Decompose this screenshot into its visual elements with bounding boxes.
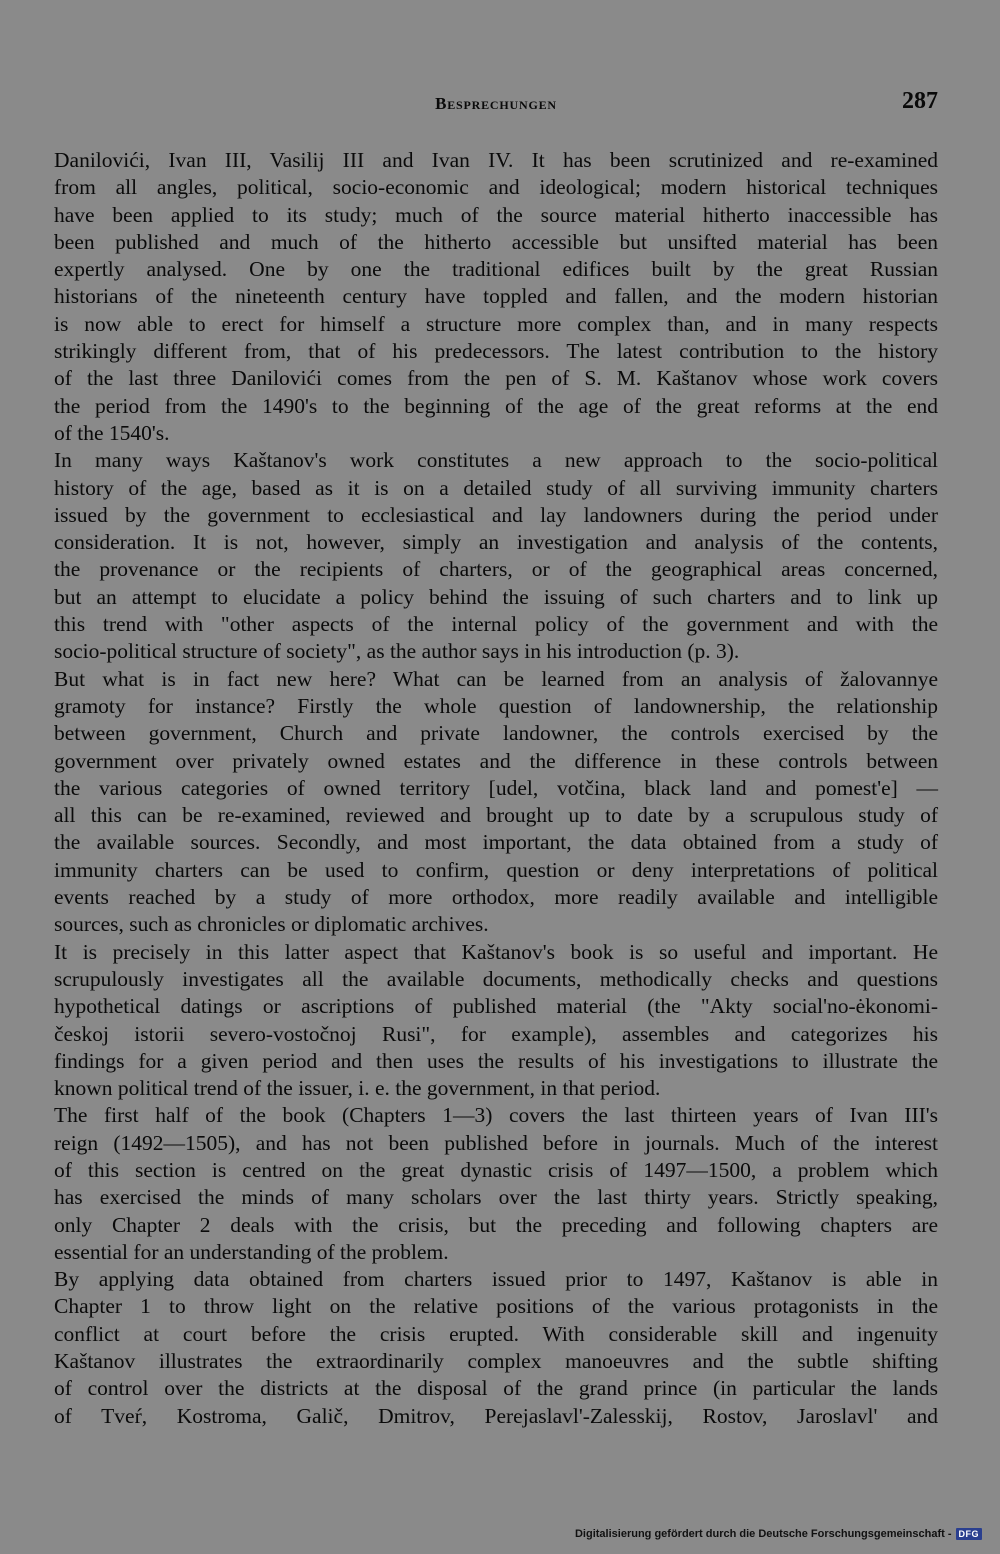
digitization-credit <box>575 1528 982 1540</box>
credit-text: Digitalisierung gefördert durch die Deutsche Forschungsgemeinschaft - <box>574 1528 952 1540</box>
text-line: By applying data obtained from charters issued prior to 1497, Kaštanov is able in <box>54 1267 938 1292</box>
text-line: have been applied to its study; much of the source material hitherto inaccessible has <box>54 202 938 227</box>
text-line: consideration. It is not, however, simply an investigation and analysis of the contents, <box>54 530 938 555</box>
text-line: The first half of the book (Chapters 1—3) covers the last thirteen years of Ivan III's <box>54 1103 938 1128</box>
text-line: has exercised the minds of many scholars over the last thirty years. Strictly speaking, <box>54 1185 938 1210</box>
text-line: Danilovići, Ivan III, Vasilij III and Ivan IV. It has been scrutinized and re-examined <box>54 148 938 172</box>
text-line: from all angles, political, socio-economic and ideological; modern historical techniques <box>54 175 938 200</box>
text-line: findings for a given period and then uses the results of his investigations to illustrate the <box>54 1048 938 1073</box>
text-line: the available sources. Secondly, and most important, the data obtained from a study of <box>54 830 938 855</box>
text-line: but an attempt to elucidate a policy behind the issuing of such charters and to link up <box>54 584 938 609</box>
text-line: českoj istorii severo-vostočnoj Rusi", for example), assembles and categorizes his <box>54 1021 938 1046</box>
text-line: only Chapter 2 deals with the crisis, but the preceding and following chapters are <box>54 1212 938 1237</box>
text-line: this trend with "other aspects of the internal policy of the government and with the <box>54 612 938 637</box>
text-line: scrupulously investigates all the available documents, methodically checks and questions <box>54 966 938 991</box>
review-text <box>54 147 938 1430</box>
text-line: all this can be re-examined, reviewed and brought up to date by a scrupulous study of <box>54 803 938 828</box>
text-line: conflict at court before the crisis erupted. With considerable skill and ingenuity <box>54 1321 938 1346</box>
text-line: events reached by a study of more orthodox, more readily available and intelligible <box>54 885 938 910</box>
page-header <box>54 88 938 118</box>
text-line: gramoty for instance? Firstly the whole question of landownership, the relationship <box>54 693 938 718</box>
text-line: expertly analysed. One by one the traditional edifices built by the great Russian <box>54 257 938 282</box>
text-line: of this section is centred on the great dynastic crisis of 1497—1500, a problem which <box>54 1157 938 1182</box>
running-head: Besprechungen <box>435 94 557 113</box>
text-line: the provenance or the recipients of charters, or of the geographical areas concerned, <box>54 557 938 582</box>
text-line: In many ways Kaštanov's work constitutes a new approach to the socio-political <box>54 448 938 473</box>
text-line: Chapter 1 to throw light on the relative positions of the various protagonists in the <box>54 1294 938 1319</box>
text-line: immunity charters can be used to confirm, question or deny interpretations of political <box>54 857 938 882</box>
text-line: But what is in fact new here? What can be learned from an analysis of žalovannye <box>54 666 938 691</box>
text-line: of Tveŕ, Kostroma, Galič, Dmitrov, Perejaslavl'-Zalesskij, Rostov, Jaroslavl' and <box>54 1403 938 1428</box>
text-line: of the last three Danilovići comes from the pen of S. M. Kaštanov whose work covers <box>54 366 938 391</box>
text-line: socio-political structure of society", as the author says in his introduction (p. 3). <box>54 639 740 664</box>
page-number: 287 <box>902 88 938 114</box>
text-line: It is precisely in this latter aspect that Kaštanov's book is so useful and important. He <box>54 939 938 964</box>
text-line: Kaštanov illustrates the extraordinarily complex manoeuvres and the subtle shifting <box>54 1349 938 1374</box>
text-line: of the 1540's. <box>54 420 170 445</box>
text-line: the various categories of owned territory [udel, votčina, black land and pomest'e] — <box>54 775 938 800</box>
text-line: issued by the government to ecclesiastical and lay landowners during the period under <box>54 502 938 527</box>
text-line: of control over the districts at the disposal of the grand prince (in particular the lands <box>54 1376 938 1401</box>
text-line: hypothetical datings or ascriptions of published material (the "Akty social'no-ėkonomi- <box>54 994 938 1019</box>
text-line: reign (1492—1505), and has not been published before in journals. Much of the interest <box>54 1130 938 1155</box>
text-line: the period from the 1490's to the beginning of the age of the great reforms at the end <box>54 393 938 418</box>
text-line: essential for an understanding of the problem. <box>54 1239 449 1264</box>
text-line: known political trend of the issuer, i. e. the government, in that period. <box>54 1076 661 1101</box>
text-line: history of the age, based as it is on a detailed study of all surviving immunity charters <box>54 475 938 500</box>
text-line: government over privately owned estates and the difference in these controls between <box>54 748 938 773</box>
dfg-logo: DFG <box>956 1528 983 1540</box>
text-line: historians of the nineteenth century have toppled and fallen, and the modern historian <box>54 284 938 309</box>
text-line: is now able to erect for himself a structure more complex than, and in many respects <box>54 311 938 336</box>
text-line: been published and much of the hitherto accessible but unsifted material has been <box>54 229 938 254</box>
text-line: sources, such as chronicles or diplomatic archives. <box>54 912 489 937</box>
text-line: strikingly different from, that of his predecessors. The latest contribution to the history <box>54 339 938 364</box>
text-line: between government, Church and private landowner, the controls exercised by the <box>54 721 938 746</box>
